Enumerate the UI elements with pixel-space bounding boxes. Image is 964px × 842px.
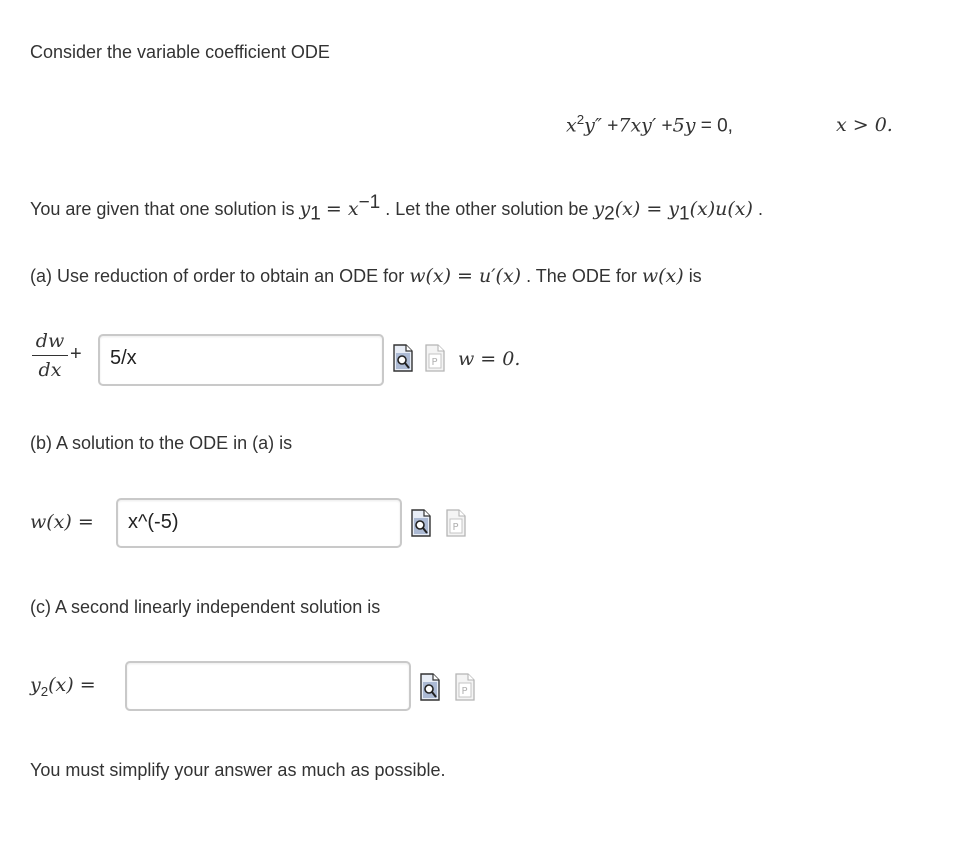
eq-ypp: y″ [584, 114, 602, 137]
part-c-rest: (x) = [48, 674, 96, 696]
eq-7xyp: 7xy′ [618, 114, 657, 137]
parse-p-icon[interactable] [454, 673, 476, 701]
given-y2-rest: (x) = y [614, 198, 680, 220]
part-a-tail: w = 0. [458, 348, 521, 370]
answer-input-a[interactable]: 5/x [98, 334, 384, 386]
footer-note: You must simplify your answer as much as possible. [30, 760, 446, 780]
given-y1b-sub: 1 [679, 203, 690, 225]
part-b-lhs: w(x) = [30, 511, 94, 533]
eq-exp: 2 [576, 112, 585, 127]
svg-text:P: P [461, 686, 468, 697]
eq-plus2: + [661, 115, 673, 137]
answer-input-b[interactable]: x^(-5) [116, 498, 402, 548]
ode-condition: x > 0. [836, 114, 893, 136]
eq-x: x [566, 114, 577, 137]
part-c-sub: 2 [40, 683, 49, 699]
part-a-text [30, 265, 702, 287]
frac-num: dw [35, 330, 65, 352]
svg-text:P: P [452, 522, 459, 533]
plus-sign: + [70, 343, 82, 365]
preview-magnifier-icon[interactable] [392, 344, 414, 372]
given-y2-sub: 2 [604, 203, 615, 225]
given-y2-tail: (x)u(x) [689, 198, 753, 220]
part-a-prefix: (a) Use reduction of order to obtain an ODE for [30, 266, 405, 286]
eq-plus1: + [607, 115, 619, 137]
part-c-label: (c) A second linearly independent solution is [30, 597, 381, 617]
answer-input-c[interactable] [125, 661, 411, 711]
part-a-middle: . The ODE for [526, 266, 637, 286]
given-text [30, 192, 763, 226]
given-y1: y [299, 198, 311, 220]
given-middle: . Let the other solution be [385, 199, 589, 219]
preview-magnifier-icon[interactable] [410, 509, 432, 537]
given-exp: −1 [358, 192, 381, 213]
part-a-w: w(x) [641, 265, 684, 287]
eq-zero: = 0, [700, 115, 733, 137]
part-c-lhs [30, 674, 96, 699]
frac-den: dx [38, 359, 62, 382]
part-b-label: (b) A solution to the ODE in (a) is [30, 433, 293, 453]
part-a-wdef: w(x) = u′(x) [409, 265, 522, 287]
given-y1-sub: 1 [310, 203, 321, 225]
parse-p-icon[interactable] [424, 344, 446, 372]
ode-equation [566, 112, 733, 137]
given-end: . [757, 199, 763, 219]
dw-dx-fraction [32, 330, 68, 381]
part-a-suffix: is [688, 266, 702, 286]
svg-text:P: P [431, 357, 438, 368]
intro-text: Consider the variable coefficient ODE [30, 42, 330, 62]
parse-p-icon[interactable] [445, 509, 467, 537]
eq-5y: 5y [672, 114, 696, 137]
preview-magnifier-icon[interactable] [419, 673, 441, 701]
given-prefix: You are given that one solution is [30, 199, 295, 219]
given-eq: = x [325, 198, 359, 220]
part-c-y: y [30, 674, 41, 696]
given-y2: y [593, 198, 605, 220]
